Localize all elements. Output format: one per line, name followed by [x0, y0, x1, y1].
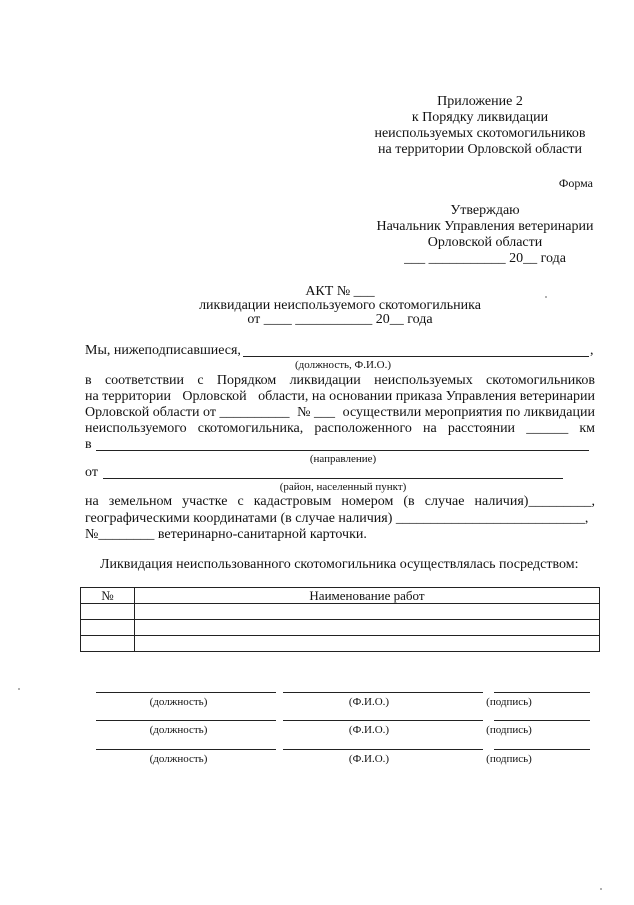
- table-header-row: [81, 588, 600, 604]
- undersigned-label: Мы, нижеподписавшиеся,: [85, 343, 241, 358]
- signature-field[interactable]: [494, 692, 590, 693]
- cell-number[interactable]: [81, 636, 135, 652]
- table-row: [81, 620, 600, 636]
- word: случае: [424, 494, 465, 509]
- word: кадастровым: [253, 494, 332, 509]
- position-caption: (должность): [149, 753, 208, 765]
- undersigned-comma: ,: [590, 343, 594, 358]
- position-field[interactable]: [96, 720, 276, 721]
- word: на: [422, 421, 437, 436]
- approval-line-2: Начальник Управления ветеринарии: [376, 219, 594, 234]
- liquidation-text: Ликвидация неиспользованного скотомогильника осуществлялась посредством:: [100, 557, 579, 572]
- word: земельном: [108, 494, 173, 509]
- cell-work-name[interactable]: [135, 636, 600, 652]
- direction-field[interactable]: [96, 450, 589, 451]
- para1-line-2: [85, 389, 595, 405]
- scan-speck: [18, 688, 20, 690]
- caption-locality: (район, населенный пункт): [279, 481, 407, 493]
- appendix-line-4: на территории Орловской области: [378, 142, 582, 157]
- undersigned-field[interactable]: [243, 356, 589, 357]
- order-date-field[interactable]: Орловской области от __________: [85, 405, 290, 420]
- word: на территории: [85, 389, 171, 404]
- in-label: в: [85, 437, 92, 452]
- signature-field[interactable]: [494, 749, 590, 750]
- word: расположенного: [314, 421, 412, 436]
- cell-work-name[interactable]: [135, 620, 600, 636]
- act-title: АКТ № ___: [305, 284, 375, 299]
- word: соответствии: [104, 373, 185, 388]
- cell-number[interactable]: [81, 620, 135, 636]
- para1-line-1: [85, 373, 595, 389]
- position-field[interactable]: [96, 692, 276, 693]
- header-number: №: [81, 588, 135, 604]
- name-field[interactable]: [283, 720, 483, 721]
- name-caption: (Ф.И.О.): [348, 724, 390, 736]
- para2-line-1: [85, 494, 595, 510]
- appendix-line-2: к Порядку ликвидации: [411, 110, 549, 125]
- position-caption: (должность): [149, 696, 208, 708]
- signature-caption: (подпись): [486, 724, 532, 736]
- from-label: от: [85, 465, 98, 480]
- table-row: [81, 604, 600, 620]
- name-field[interactable]: [283, 692, 483, 693]
- cell-number[interactable]: [81, 604, 135, 620]
- position-caption: (должность): [149, 724, 208, 736]
- approval-line-1: Утверждаю: [450, 203, 520, 218]
- appendix-line-3: неиспользуемых скотомогильников: [374, 126, 586, 141]
- word: на: [85, 494, 99, 509]
- position-field[interactable]: [96, 749, 276, 750]
- vet-card-line[interactable]: №________ ветеринарно-санитарной карточки.: [85, 527, 367, 542]
- cadastral-number-field[interactable]: наличия)_________,: [474, 494, 595, 509]
- approval-date[interactable]: ___ ___________ 20__ года: [404, 251, 566, 266]
- word: Орловской: [182, 389, 247, 404]
- form-label: Форма: [558, 176, 593, 190]
- word: (в: [403, 494, 415, 509]
- scan-speck: [545, 296, 547, 298]
- order-number-field[interactable]: № ___: [297, 405, 335, 420]
- act-subtitle: ликвидации неиспользуемого скотомогильника: [199, 298, 481, 313]
- header-work-name: Наименование работ: [135, 588, 600, 604]
- signature-field[interactable]: [494, 720, 590, 721]
- para1-line-3: [85, 405, 595, 421]
- signature-caption: (подпись): [486, 696, 532, 708]
- word: с: [197, 373, 204, 388]
- name-field[interactable]: [283, 749, 483, 750]
- word: осуществили мероприятия по ликвидации: [342, 405, 595, 420]
- word: с: [237, 494, 244, 509]
- appendix-line-1: Приложение 2: [437, 94, 523, 109]
- works-table: [80, 587, 600, 652]
- name-caption: (Ф.И.О.): [348, 696, 390, 708]
- act-date[interactable]: от ____ ___________ 20__ года: [247, 312, 433, 327]
- name-caption: (Ф.И.О.): [348, 753, 390, 765]
- scan-speck: [600, 888, 602, 890]
- word: участке: [182, 494, 228, 509]
- word: в: [85, 373, 92, 388]
- word: км: [579, 421, 595, 436]
- para1-line-4: [85, 421, 595, 437]
- approval-line-3: Орловской области: [427, 235, 543, 250]
- coordinates-line[interactable]: географическими координатами (в случае наличия) ___________________________,: [85, 511, 589, 526]
- word: неиспользуемого: [85, 421, 187, 436]
- word: неиспользуемых: [374, 373, 473, 388]
- signature-caption: (подпись): [486, 753, 532, 765]
- word: скотомогильников: [486, 373, 595, 388]
- cell-work-name[interactable]: [135, 604, 600, 620]
- caption-direction: (направление): [309, 453, 377, 465]
- caption-position-name: (должность, Ф.И.О.): [294, 359, 392, 371]
- word: скотомогильника,: [197, 421, 304, 436]
- word: области, на основании приказа Управления ветеринарии: [258, 389, 595, 404]
- word: номером: [341, 494, 394, 509]
- word: ликвидации: [289, 373, 361, 388]
- locality-field[interactable]: [103, 478, 563, 479]
- distance-field[interactable]: ______: [526, 421, 569, 436]
- word: расстоянии: [447, 421, 516, 436]
- table-row: [81, 636, 600, 652]
- word: Порядком: [216, 373, 277, 388]
